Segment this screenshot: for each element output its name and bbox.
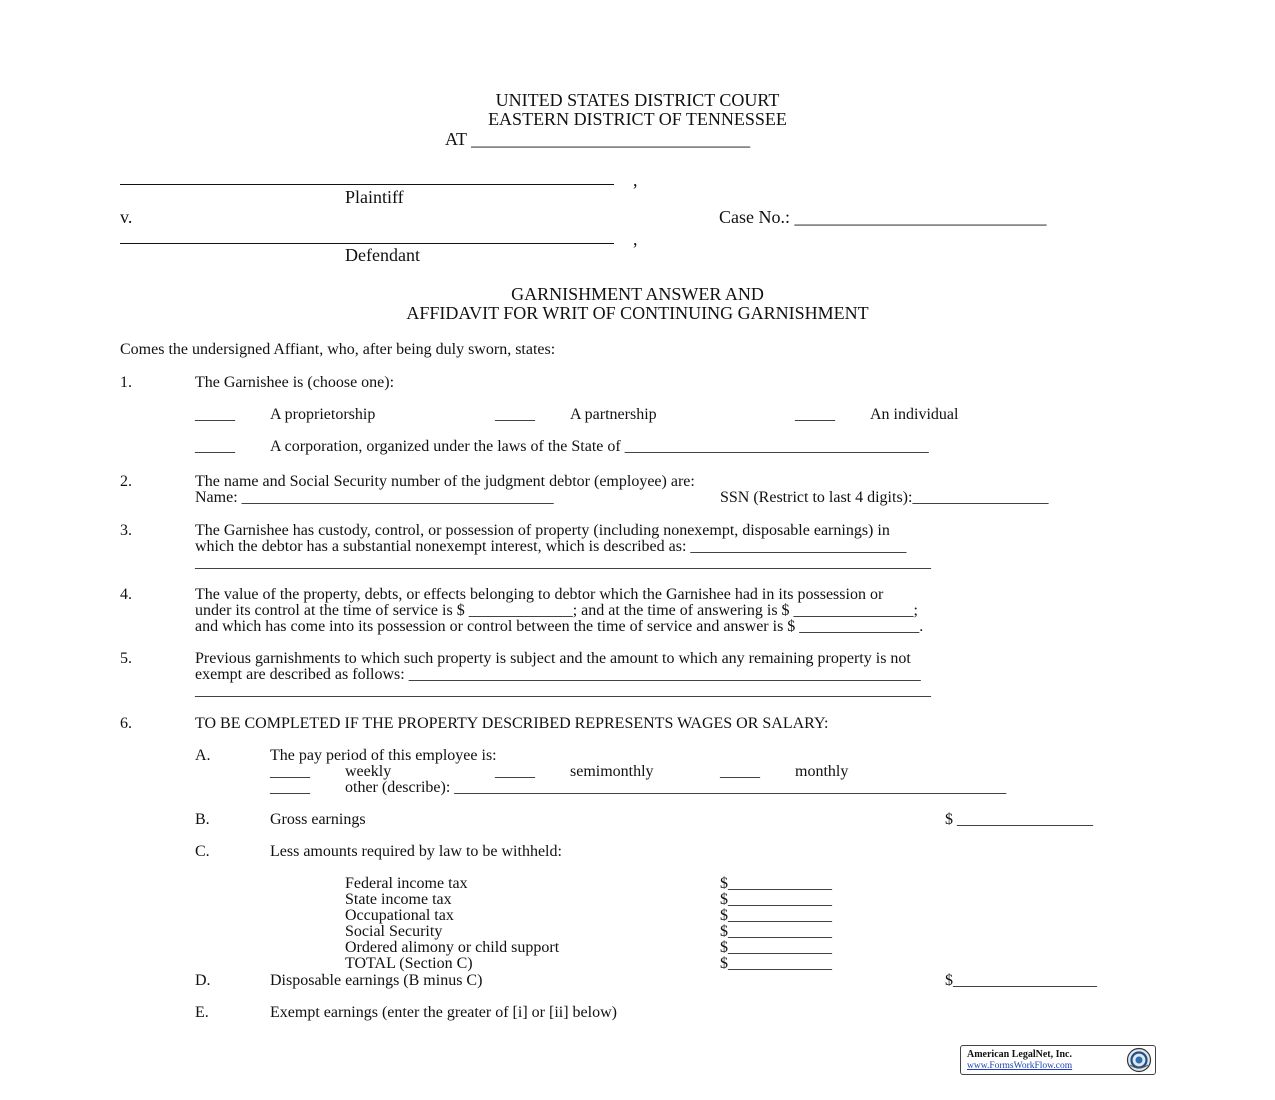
partnership-label: A partnership — [570, 406, 657, 423]
item-a-letter: A. — [195, 747, 211, 764]
section-3-number: 3. — [120, 522, 132, 539]
individual-checkbox[interactable]: _____ — [795, 406, 835, 423]
withholding-label: State income tax — [345, 891, 452, 908]
withholding-amount-field[interactable]: $_____________ — [720, 939, 832, 956]
monthly-checkbox[interactable]: _____ — [720, 763, 760, 780]
section-4-line1: The value of the property, debts, or effects belonging to debtor which the Garnishee had in its possession or — [195, 586, 884, 603]
withholding-label: Occupational tax — [345, 907, 454, 924]
publisher-url-link[interactable]: www.FormsWorkFlow.com — [967, 1061, 1073, 1071]
previous-garnishments-line2[interactable]: ____________________________________________________________________________________________ — [195, 682, 931, 699]
section-4-number: 4. — [120, 586, 132, 603]
item-d-letter: D. — [195, 972, 211, 989]
withholding-amount-field[interactable]: $_____________ — [720, 875, 832, 892]
other-pay-period-field[interactable]: other (describe): _____________________________________________________________________ — [345, 779, 1007, 796]
withholding-total-label: TOTAL (Section C) — [345, 955, 473, 972]
section-5-line1: Previous garnishments to which such property is subject and the amount to which any remaining property is not — [195, 650, 911, 667]
withholding-text: Less amounts required by law to be withheld: — [270, 843, 562, 860]
item-e-letter: E. — [195, 1004, 209, 1021]
disposable-earnings-field[interactable]: $__________________ — [945, 972, 1097, 989]
proprietorship-label: A proprietorship — [270, 406, 376, 423]
withholding-label: Ordered alimony or child support — [345, 939, 560, 956]
corporation-checkbox[interactable]: _____ — [195, 438, 235, 455]
plaintiff-name-field[interactable] — [120, 184, 614, 185]
section-1-text: The Garnishee is (choose one): — [195, 374, 395, 391]
property-description-line2[interactable]: ____________________________________________________________________________________________ — [195, 554, 931, 571]
form-title-line2: AFFIDAVIT FOR WRIT OF CONTINUING GARNISHMENT — [406, 303, 869, 323]
case-number-field[interactable]: Case No.: ____________________________ — [719, 207, 1047, 227]
publisher-name: American LegalNet, Inc. — [967, 1049, 1072, 1060]
property-acquired-value-field[interactable]: and which has come into its possession or control between the time of service and answer is $ _______________. — [195, 618, 924, 635]
property-description-field[interactable]: which the debtor has a substantial nonexempt interest, which is described as: ___________________________ — [195, 538, 907, 555]
debtor-ssn-field[interactable]: SSN (Restrict to last 4 digits):_________________ — [720, 489, 1049, 506]
item-c-letter: C. — [195, 843, 210, 860]
semimonthly-label: semimonthly — [570, 763, 654, 780]
weekly-checkbox[interactable]: _____ — [270, 763, 310, 780]
section-2-number: 2. — [120, 473, 132, 490]
section-6-heading: TO BE COMPLETED IF THE PROPERTY DESCRIBED REPRESENTS WAGES OR SALARY: — [195, 715, 829, 732]
gross-earnings-field[interactable]: $ _________________ — [945, 811, 1093, 828]
form-title-line1: GARNISHMENT ANSWER AND — [511, 284, 764, 304]
defendant-comma: , — [633, 229, 638, 249]
proprietorship-checkbox[interactable]: _____ — [195, 406, 235, 423]
pay-period-text: The pay period of this employee is: — [270, 747, 497, 764]
district-name: EASTERN DISTRICT OF TENNESSEE — [488, 109, 787, 129]
withholding-amount-field[interactable]: $_____________ — [720, 891, 832, 908]
gross-earnings-label: Gross earnings — [270, 811, 366, 828]
withholding-label: Social Security — [345, 923, 443, 940]
globe-icon — [1126, 1047, 1152, 1073]
section-5-number: 5. — [120, 650, 132, 667]
section-1-number: 1. — [120, 374, 132, 391]
defendant-name-field[interactable] — [120, 243, 614, 244]
semimonthly-checkbox[interactable]: _____ — [495, 763, 535, 780]
court-name: UNITED STATES DISTRICT COURT — [495, 90, 780, 110]
property-value-fields[interactable]: under its control at the time of service is $ _____________; and at the time of answering is $ _______________; — [195, 602, 918, 619]
plaintiff-comma: , — [633, 170, 638, 190]
monthly-label: monthly — [795, 763, 849, 780]
versus-label: v. — [120, 207, 133, 227]
partnership-checkbox[interactable]: _____ — [495, 406, 535, 423]
weekly-label: weekly — [345, 763, 392, 780]
exempt-earnings-label: Exempt earnings (enter the greater of [i] or [ii] below) — [270, 1004, 617, 1021]
publisher-logo — [960, 1045, 1156, 1075]
withholding-amount-field[interactable]: $_____________ — [720, 923, 832, 940]
section-3-line1: The Garnishee has custody, control, or possession of property (including nonexempt, disposable earnings) in — [195, 522, 890, 539]
item-b-letter: B. — [195, 811, 210, 828]
other-checkbox[interactable]: _____ — [270, 779, 310, 796]
withholding-label: Federal income tax — [345, 875, 468, 892]
corporation-label[interactable]: A corporation, organized under the laws of the State of ______________________________________ — [270, 438, 929, 455]
defendant-label: Defendant — [345, 245, 420, 265]
disposable-earnings-label: Disposable earnings (B minus C) — [270, 972, 483, 989]
individual-label: An individual — [870, 406, 959, 423]
withholding-amount-field[interactable]: $_____________ — [720, 907, 832, 924]
previous-garnishments-field[interactable]: exempt are described as follows: ________________________________________________________________ — [195, 666, 921, 683]
section-6-number: 6. — [120, 715, 132, 732]
intro-text: Comes the undersigned Affiant, who, after being duly sworn, states: — [120, 341, 556, 358]
court-location-field[interactable]: AT _______________________________ — [445, 129, 751, 149]
plaintiff-label: Plaintiff — [345, 187, 404, 207]
section-2-text: The name and Social Security number of the judgment debtor (employee) are: — [195, 473, 695, 490]
debtor-name-field[interactable]: Name: _______________________________________ — [195, 489, 554, 506]
withholding-total-field[interactable]: $_____________ — [720, 955, 832, 972]
